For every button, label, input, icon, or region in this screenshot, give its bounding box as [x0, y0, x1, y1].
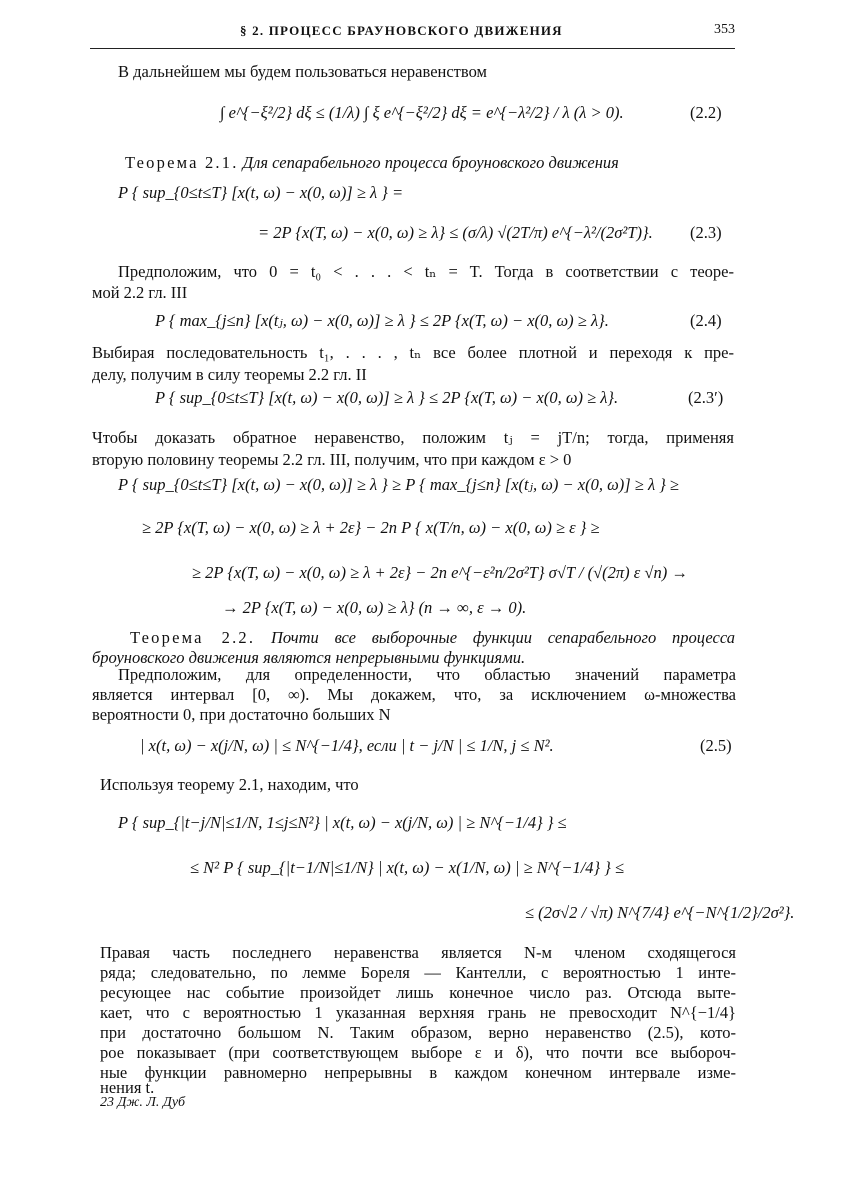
footer-signature: 23 Дж. Л. Дуб — [100, 1095, 186, 1110]
paragraph-6-line1: Правая часть последнего неравенства является N-м членом сходящегося — [100, 943, 736, 962]
final-inequality-line3: ≤ (2σ√2 / √π) N^{7/4} e^{−N^{1/2}/2σ²}. — [525, 903, 795, 922]
paragraph-6-line4: кает, что с вероятностью 1 указанная верхняя грань не превосходит N^{−1/4} — [100, 1003, 736, 1022]
theorem-2-2-text-b: броуновского движения являются непрерывными функциями. — [92, 648, 526, 667]
paragraph-3-line1: Чтобы доказать обратное неравенство, положим tⱼ = jT/n; тогда, применяя — [92, 428, 734, 447]
equation-number-2-3: (2.3) — [690, 223, 722, 242]
chain-line-1: P { sup_{0≤t≤T} [x(t, ω) − x(0, ω)] ≥ λ } ≥ P { max_{j≤n} [x(tⱼ, ω) − x(0, ω)] ≥ λ } ≥ — [118, 475, 679, 494]
equation-number-2-2: (2.2) — [690, 103, 722, 122]
equation-number-2-4: (2.4) — [690, 311, 722, 330]
paragraph-3-line2: вторую половину теоремы 2.2 гл. III, получим, что при каждом ε > 0 — [92, 450, 572, 469]
final-inequality-line2: ≤ N² P { sup_{|t−1/N|≤1/N} | x(t, ω) − x(1/N, ω) | ≥ N^{−1/4} } ≤ — [190, 858, 625, 877]
equation-2-4: P { max_{j≤n} [x(tⱼ, ω) − x(0, ω)] ≥ λ } ≤ 2P {x(T, ω) − x(0, ω) ≥ λ}. — [155, 311, 609, 330]
equation-2-2: ∫ e^{−ξ²/2} dξ ≤ (1/λ) ∫ ξ e^{−ξ²/2} dξ = e^{−λ²/2} / λ (λ > 0). — [220, 103, 624, 122]
chain-line-3: ≥ 2P {x(T, ω) − x(0, ω) ≥ λ + 2ε} − 2n e^{−ε²n/2σ²T} σ√T / (√(2π) ε √n) → — [192, 563, 688, 582]
page-header — [90, 20, 735, 49]
paragraph-1-line1: Предположим, что 0 = t₀ < . . . < tₙ = T. Тогда в соответствии с теоре- — [118, 262, 734, 281]
equation-number-2-5: (2.5) — [700, 736, 732, 755]
final-inequality-line1: P { sup_{|t−j/N|≤1/N, 1≤j≤N²} | x(t, ω) − x(j/N, ω) | ≥ N^{−1/4} } ≤ — [118, 813, 567, 832]
paragraph-6-line6: рое показывает (при соответствующем выборе ε и δ), что почти все выбороч- — [100, 1043, 736, 1062]
chain-line-4: → 2P {x(T, ω) − x(0, ω) ≥ λ} (n → ∞, ε → 0). — [222, 598, 527, 617]
paragraph-1-line2: мой 2.2 гл. III — [92, 283, 188, 302]
paragraph-6-line5: при достаточно большом N. Таким образом, верно неравенство (2.5), кото- — [100, 1023, 736, 1042]
chain-line-2: ≥ 2P {x(T, ω) − x(0, ω) ≥ λ + 2ε} − 2n P { x(T/n, ω) − x(0, ω) ≥ ε } ≥ — [142, 518, 600, 537]
paragraph-2-line2: делу, получим в силу теоремы 2.2 гл. II — [92, 365, 367, 384]
paragraph-4-line2: является интервал [0, ∞). Мы докажем, что, за исключением ω-множества — [92, 685, 736, 704]
paragraph-5: Используя теорему 2.1, находим, что — [100, 775, 359, 794]
paragraph-2-line1: Выбирая последовательность t₁, . . . , tₙ все более плотной и переходя к пре- — [92, 343, 734, 362]
paragraph-6-line3: ресующее нас событие произойдет лишь конечное число раз. Отсюда выте- — [100, 983, 736, 1002]
theorem-2-1-label: Теорема 2.1. — [125, 153, 239, 172]
paragraph-6-line8: нения t. — [100, 1078, 155, 1097]
theorem-2-2-line1 — [130, 630, 735, 647]
paragraph-6-line7: ные функции равномерно непрерывны в каждом конечном интервале изме- — [100, 1063, 736, 1082]
equation-2-5: | x(t, ω) − x(j/N, ω) | ≤ N^{−1/4}, если | t − j/N | ≤ 1/N, j ≤ N². — [140, 736, 554, 755]
equation-2-3-line2: = 2P {x(T, ω) − x(0, ω) ≥ λ} ≤ (σ/λ) √(2T/π) e^{−λ²/(2σ²T)}. — [258, 223, 653, 242]
intro-line: В дальнейшем мы будем пользоваться неравенством — [118, 62, 487, 81]
equation-2-3-prime: P { sup_{0≤t≤T} [x(t, ω) − x(0, ω)] ≥ λ } ≤ 2P {x(T, ω) − x(0, ω) ≥ λ}. — [155, 388, 619, 407]
running-title: § 2. ПРОЦЕСС БРАУНОВСКОГО ДВИЖЕНИЯ — [240, 23, 563, 38]
equation-number-2-3-prime: (2.3′) — [688, 388, 724, 407]
theorem-2-2-label: Теорема 2.2. — [130, 628, 256, 647]
page-number: 353 — [714, 22, 735, 37]
theorem-2-2-text-a: Почти все выборочные функции сепарабельного процесса — [271, 628, 736, 647]
theorem-2-1-text: Для сепарабельного процесса броуновского движения — [242, 153, 619, 172]
equation-2-3-line1: P { sup_{0≤t≤T} [x(t, ω) − x(0, ω)] ≥ λ } = — [118, 183, 404, 202]
paragraph-6-line2: ряда; следовательно, по лемме Бореля — Кантелли, с вероятностью 1 инте- — [100, 963, 736, 982]
theorem-2-1 — [125, 155, 619, 172]
paragraph-4-line1: Предположим, для определенности, что областью значений параметра — [118, 665, 736, 684]
paragraph-4-line3: вероятности 0, при достаточно больших N — [92, 705, 391, 724]
